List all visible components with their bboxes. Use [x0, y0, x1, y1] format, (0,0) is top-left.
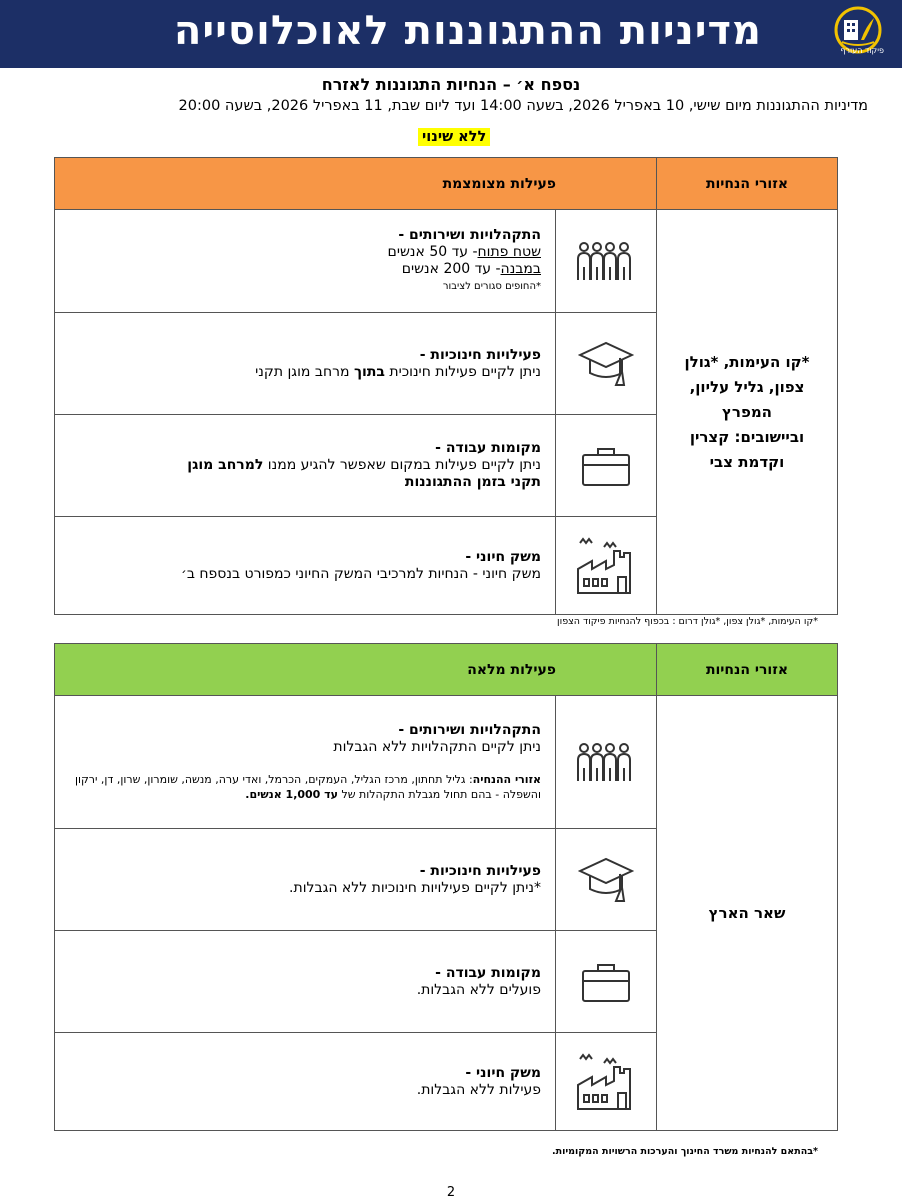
zone-line: וקדמת צבי	[709, 452, 785, 471]
row-title: משק חיוני -	[465, 548, 541, 565]
col-header-activity: פעילות מלאה	[55, 644, 657, 696]
row-title: משק חיוני -	[465, 1064, 541, 1081]
workplaces-emphasis-end: תקני בזמן ההתגוננות	[404, 474, 541, 490]
gatherings-cell	[55, 696, 556, 829]
zone-cell	[657, 210, 838, 615]
briefcase-icon	[556, 931, 657, 1033]
restricted-activity-table	[54, 157, 838, 615]
col-header-activity: פעילות מצומצמת	[55, 158, 657, 210]
zone-line: המפרץ	[722, 402, 772, 421]
row-title: מקומות עבודה -	[435, 440, 541, 456]
education-text-end: מרחב מוגן תקני	[255, 363, 354, 380]
workplaces-cell	[55, 931, 556, 1033]
workplaces-emphasis: למרחב מוגן	[187, 457, 264, 473]
education-text: ניתן לקיים פעילות חינוכית	[384, 363, 541, 380]
policy-dates: מדיניות ההתגוננות מיום שישי, 10 באפריל 2026, בשעה 14:00 ועד ליום שבת, 11 באפריל 2026, בשעה 20:00	[178, 98, 868, 114]
zone-line: צפון, גליל עליון,	[689, 377, 805, 396]
education-cell	[55, 829, 556, 931]
zone-cell: שאר הארץ	[657, 696, 838, 1131]
page-number: 2	[446, 1185, 456, 1200]
people-icon	[556, 210, 657, 313]
gatherings-text: ניתן לקיים התקהלויות ללא הגבלות	[333, 739, 541, 755]
essential-economy-text: פעילות ללא הגבלות.	[416, 1081, 541, 1098]
logo-caption: פיקוד העורף	[840, 46, 884, 55]
col-header-zones: אזורי הנחיות	[657, 158, 838, 210]
graduation-cap-icon	[556, 313, 657, 415]
annex-title: נספח א׳ – הנחיות התגוננות לאזרח	[321, 75, 581, 94]
factory-icon	[556, 1033, 657, 1131]
building-limit: - עד 200 אנשים	[401, 261, 501, 277]
zone-line: וביישובים: קצרין	[689, 427, 805, 446]
essential-economy-cell	[55, 517, 556, 615]
row-title: התקהלויות ושירותים -	[398, 722, 541, 738]
education-cell	[55, 313, 556, 415]
people-icon	[556, 696, 657, 829]
header-bar	[0, 0, 902, 68]
no-change-badge: ללא שינוי	[418, 128, 490, 146]
row-title: התקהלויות ושירותים -	[398, 227, 541, 243]
full-activity-table	[54, 643, 838, 1131]
workplaces-cell	[55, 415, 556, 517]
education-text: *ניתן לקיים פעילויות חינוכיות ללא הגבלות.	[289, 879, 541, 896]
zone-line: *קו העימות, *גולן	[684, 352, 810, 371]
gatherings-cell	[55, 210, 556, 313]
education-footnote: *בהתאם להנחיות משרד החינוך והערכות הרשויות המקומיות.	[551, 1146, 818, 1157]
row-title: פעילויות חינוכיות -	[419, 346, 541, 363]
zones-footnote: *קו העימות, *גולן צפון, *גולן דרום : בכפוף להנחיות פיקוד הצפון	[557, 616, 818, 627]
row-title: פעילויות חינוכיות -	[419, 862, 541, 879]
open-area-limit: - עד 50 אנשים	[387, 244, 478, 260]
open-area-label: שטח פתוח	[477, 244, 541, 260]
essential-economy-text: משק חיוני - הנחיות למרכיבי המשק החיוני כמפורט בנספח ב׳	[181, 565, 541, 582]
zones-limit: עד 1,000 אנשים.	[245, 788, 338, 801]
workplaces-text: ניתן לקיים פעילות במקום שאפשר להגיע ממנו	[263, 457, 541, 473]
page-title: מדיניות ההתגוננות לאוכלוסייה	[173, 8, 762, 54]
zones-text: : גליל תחתון, מרכז הגליל, העמקים, הכרמל, ואדי ערה, מנשה, שומרון, שרון, דן, ירקון והשפלה - בהם תחול מגבלת התקהלות של	[74, 773, 541, 801]
zones-detail	[65, 772, 541, 802]
essential-economy-cell	[55, 1033, 556, 1131]
factory-icon	[556, 517, 657, 615]
building-label: במבנה	[500, 261, 541, 277]
graduation-cap-icon	[556, 829, 657, 931]
col-header-zones: אזורי הנחיות	[657, 644, 838, 696]
workplaces-text: פועלים ללא הגבלות.	[416, 981, 541, 998]
briefcase-icon	[556, 415, 657, 517]
education-emphasis: בתוך	[353, 363, 385, 380]
row-title: מקומות עבודה -	[435, 964, 541, 981]
zones-label: אזורי ההנחיה	[472, 773, 541, 786]
beaches-note: *החופים סגורים לציבור	[442, 281, 541, 292]
